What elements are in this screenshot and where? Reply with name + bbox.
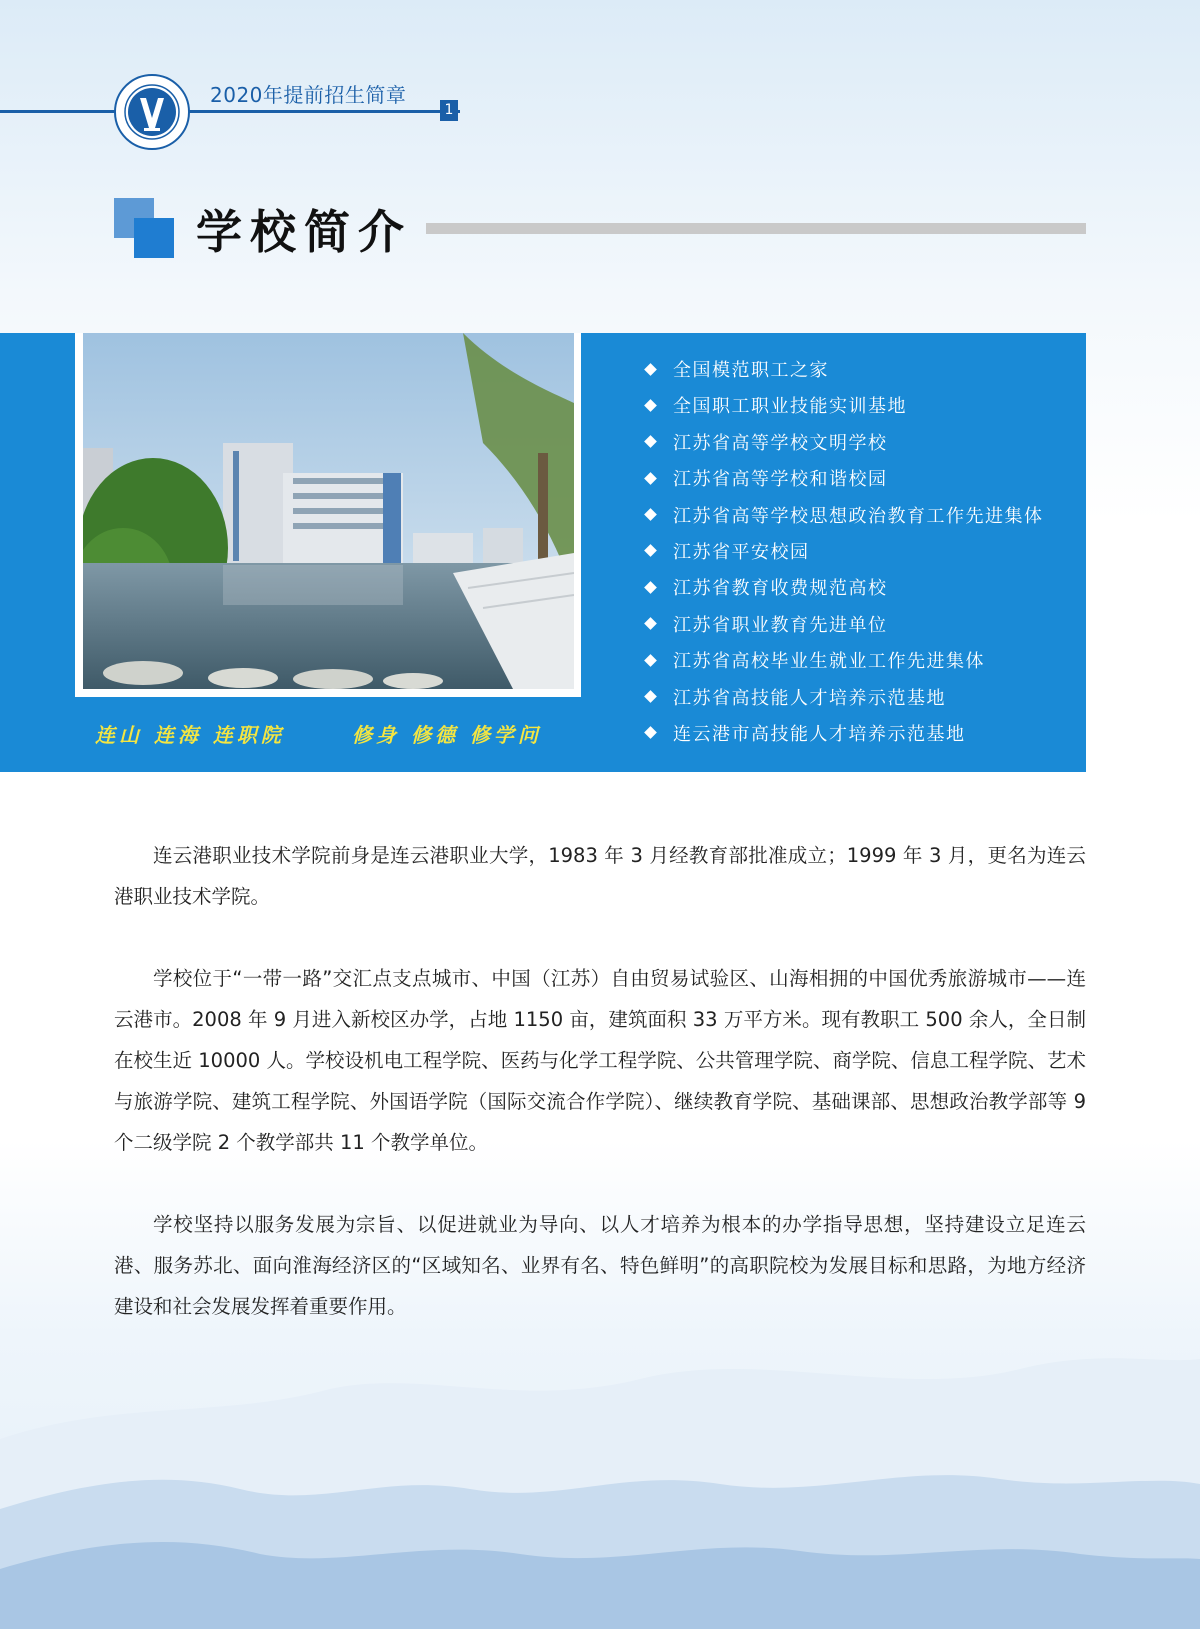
honor-item: 连云港市高技能人才培养示范基地 — [646, 717, 1044, 753]
page-number: 1 — [440, 100, 458, 121]
honor-item: 全国职工职业技能实训基地 — [646, 389, 1044, 425]
diamond-bullet-icon — [644, 472, 657, 485]
honor-item: 江苏省高等学校思想政治教育工作先进集体 — [646, 499, 1044, 535]
diamond-bullet-icon — [644, 654, 657, 667]
honor-item: 江苏省高等学校和谐校园 — [646, 462, 1044, 498]
honor-item: 江苏省教育收费规范高校 — [646, 571, 1044, 607]
title-divider — [426, 223, 1086, 234]
diamond-bullet-icon — [644, 617, 657, 630]
diamond-bullet-icon — [644, 581, 657, 594]
paragraph: 学校坚持以服务发展为宗旨、以促进就业为导向、以人才培养为根本的办学指导思想，坚持建设立足连云港、服务苏北、面向淮海经济区的“区域知名、业界有名、特色鲜明”的高职院校为发展目标和思路，为地方经济建设和社会发展发挥着重要作用。 — [114, 1213, 1086, 1318]
honor-item: 江苏省平安校园 — [646, 535, 1044, 571]
paragraph: 连云港职业技术学院前身是连云港职业大学，1983 年 3 月经教育部批准成立；1999 年 3 月，更名为连云港职业技术学院。 — [114, 844, 1086, 908]
school-logo-icon — [114, 74, 190, 150]
header-rule — [0, 110, 460, 113]
title-decoration — [114, 198, 174, 258]
honor-item: 全国模范职工之家 — [646, 353, 1044, 389]
diamond-bullet-icon — [644, 727, 657, 740]
diamond-bullet-icon — [644, 399, 657, 412]
honors-list — [646, 353, 1044, 753]
section-title: 学校简介 — [196, 205, 412, 259]
honor-item: 江苏省职业教育先进单位 — [646, 608, 1044, 644]
diamond-bullet-icon — [644, 508, 657, 521]
paragraph: 学校位于“一带一路”交汇点支点城市、中国（江苏）自由贸易试验区、山海相拥的中国优秀旅游城市——连云港市。2008 年 9 月进入新校区办学，占地 1150 亩，建筑面积 33 万平方米。现有教职工 500 余人，全日制在校生近 10000 人。学校设机电工程学院、医药与化学工程学院、公共管理学院、商学院、信息工程学院、艺术与旅游学院、建筑工程学院、外国语学院（国际交流合作学院）、继续教育学院、基础课部、思想政治教学部等 9 个二级学院 2 个教学部共 11 个教学单位。 — [114, 967, 1086, 1154]
diamond-bullet-icon — [644, 435, 657, 448]
diamond-bullet-icon — [644, 545, 657, 558]
slogan-right: 修身 修德 修学问 — [352, 723, 542, 747]
slogan-left: 连山 连海 连职院 — [95, 723, 285, 747]
diamond-bullet-icon — [644, 690, 657, 703]
honor-item: 江苏省高技能人才培养示范基地 — [646, 681, 1044, 717]
introduction-body — [114, 835, 1086, 1368]
brochure-title: 2020年提前招生简章 — [210, 83, 407, 107]
honor-item: 江苏省高等学校文明学校 — [646, 426, 1044, 462]
campus-photo — [83, 333, 574, 689]
honor-item: 江苏省高校毕业生就业工作先进集体 — [646, 644, 1044, 680]
diamond-bullet-icon — [644, 363, 657, 376]
